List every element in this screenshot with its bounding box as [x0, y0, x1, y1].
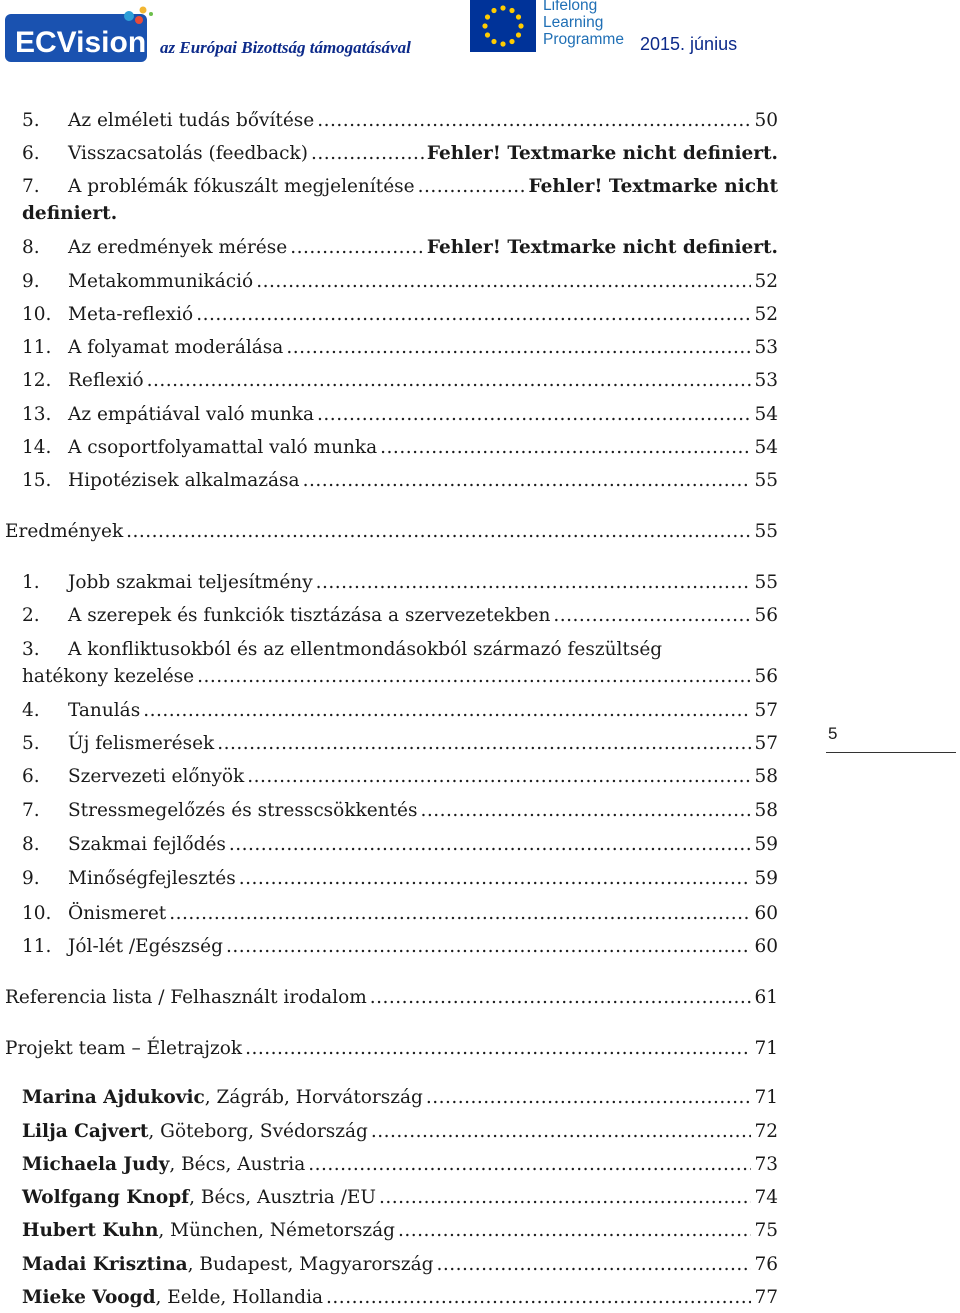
toc-entry[interactable]: 8. Szakmai fejlődés ..... 59 [22, 830, 778, 860]
toc-entry[interactable]: 15. Hipotézisek alkalmazása ..... 55 [22, 466, 778, 496]
toc-entry[interactable]: 11. A folyamat moderálása ..... 53 [22, 333, 778, 363]
toc-entry[interactable]: 10. Önismeret ..... 60 [22, 899, 778, 929]
toc-section-team[interactable]: Projekt team – Életrajzok ..... 71 [5, 1034, 778, 1064]
date-label: 2015. június [640, 34, 738, 54]
toc-entry[interactable]: 7. A problémák fókuszált megjelenítése ..... Fehler! Textmarke nicht [22, 172, 778, 202]
toc-entry[interactable]: 2. A szerepek és funkciók tisztázása a szervezetekben ..... 56 [22, 601, 778, 631]
page-number: 5 [828, 724, 838, 743]
toc-entry[interactable]: 7. Stressmegelőzés és stresscsökkentés ..... 58 [22, 796, 778, 826]
toc-person-entry[interactable]: Mieke Voogd, Eelde, Hollandia ..... 77 [22, 1283, 778, 1313]
toc-section-references[interactable]: Referencia lista / Felhasznált irodalom ..... 61 [5, 983, 778, 1013]
toc-person-entry[interactable]: Lilja Cajvert, Göteborg, Svédország ..... 72 [22, 1117, 778, 1147]
toc-entry[interactable]: 6. Szervezeti előnyök ..... 58 [22, 762, 778, 792]
toc-section-results[interactable]: Eredmények ..... 55 [5, 517, 778, 547]
toc-person-entry[interactable]: Madai Krisztina, Budapest, Magyarország ..... 76 [22, 1250, 778, 1280]
toc-entry[interactable]: 9. Minőségfejlesztés ..... 59 [22, 864, 778, 894]
toc-entry[interactable]: 5. Új felismerések ..... 57 [22, 729, 778, 759]
toc-entry[interactable]: 9. Metakommunikáció ..... 52 [22, 267, 778, 297]
page-number-rule [826, 752, 956, 753]
toc-entry[interactable]: 5. Az elméleti tudás bővítése ..... 50 [22, 106, 778, 136]
toc-entry[interactable]: 14. A csoportfolyamattal való munka ..... 54 [22, 433, 778, 463]
toc-entry[interactable]: 3. A konfliktusokból és az ellentmondásokból származó feszültség [22, 639, 663, 660]
toc-entry[interactable]: 4. Tanulás ..... 57 [22, 696, 778, 726]
support-text: az Európai Bizottság támogatásával [160, 38, 411, 57]
toc-entry[interactable]: 12. Reflexió ..... 53 [22, 366, 778, 396]
ecvision-logo [5, 6, 153, 66]
toc-entry[interactable]: 10. Meta-reflexió ..... 52 [22, 300, 778, 330]
page-header [0, 0, 960, 75]
llp-logo [470, 0, 635, 56]
toc-entry[interactable]: 6. Visszacsatolás (feedback) ..... Fehler! Textmarke nicht definiert. [22, 139, 778, 169]
toc-person-entry[interactable]: Hubert Kuhn, München, Németország ..... 75 [22, 1216, 778, 1246]
toc-entry[interactable]: 8. Az eredmények mérése ..... Fehler! Textmarke nicht definiert. [22, 233, 778, 263]
logo-text: ECVision [15, 26, 147, 59]
toc-entry-continuation: definiert. [22, 203, 118, 224]
toc-entry[interactable]: 11. Jól-lét /Egészség ..... 60 [22, 932, 778, 962]
toc-entry[interactable]: 1. Jobb szakmai teljesítmény ..... 55 [22, 568, 778, 598]
eu-flag-icon [470, 0, 536, 52]
toc-person-entry[interactable]: Marina Ajdukovic, Zágráb, Horvátország ..... 71 [22, 1083, 778, 1113]
toc-entry[interactable]: 13. Az empátiával való munka ..... 54 [22, 400, 778, 430]
toc-person-entry[interactable]: Wolfgang Knopf, Bécs, Ausztria /EU ..... 74 [22, 1183, 778, 1213]
toc-person-entry[interactable]: Michaela Judy, Bécs, Austria ..... 73 [22, 1150, 778, 1180]
toc-entry-continuation[interactable]: hatékony kezelése ..... 56 [22, 662, 778, 692]
llp-text: Lifelong Learning Programme [543, 0, 624, 48]
